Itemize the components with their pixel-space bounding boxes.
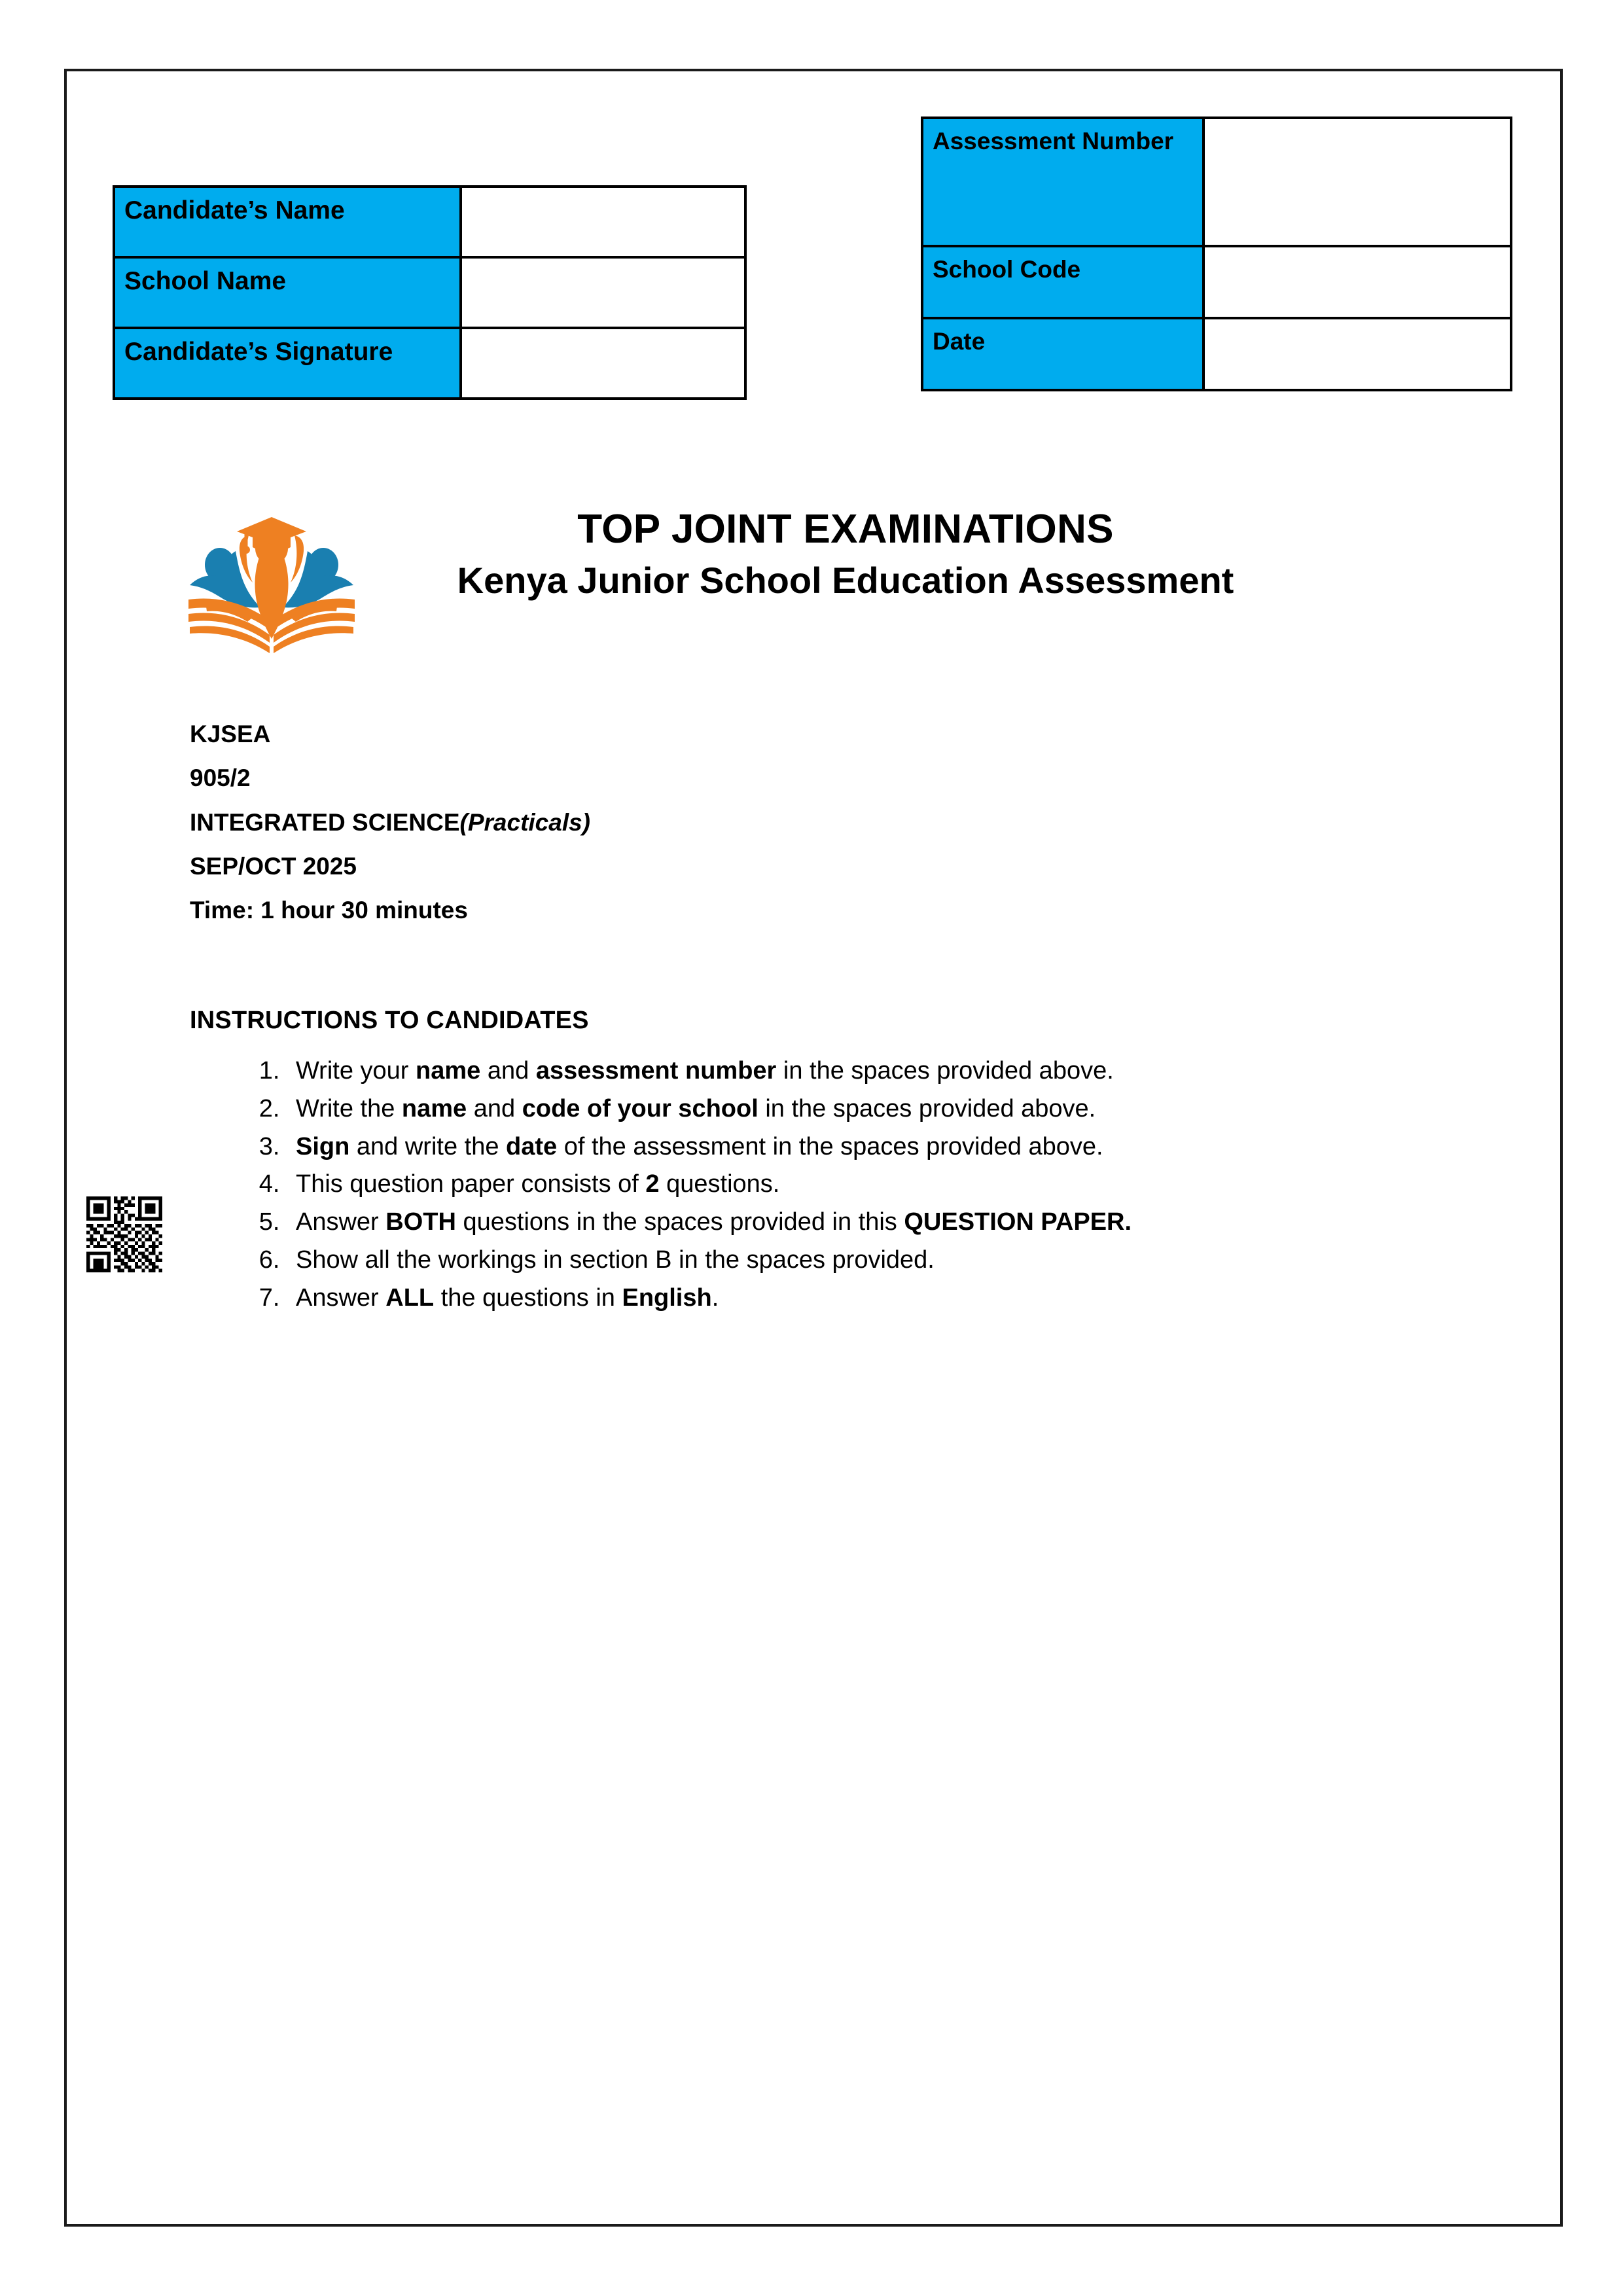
instruction-item-1: 1. Write your name and assessment number in the spaces provided above. bbox=[287, 1052, 1474, 1090]
qr-code bbox=[86, 1196, 162, 1272]
school-code-label: School Code bbox=[922, 246, 1204, 318]
header-tables-region bbox=[113, 117, 1510, 378]
candidate-name-field[interactable] bbox=[461, 187, 745, 257]
school-name-label: School Name bbox=[114, 257, 461, 328]
assessment-number-label: Assessment Number bbox=[922, 118, 1204, 246]
instruction-item-5: 5. Answer BOTH questions in the spaces provided in this QUESTION PAPER. bbox=[287, 1204, 1474, 1242]
school-code-field[interactable] bbox=[1204, 246, 1511, 318]
masthead bbox=[113, 499, 1510, 662]
top-joint-examinations-logo-icon bbox=[183, 504, 360, 661]
instruction-item-2: 2. Write the name and code of your school in the spaces provided above. bbox=[287, 1090, 1474, 1128]
time-allowed: Time: 1 hour 30 minutes bbox=[190, 897, 468, 924]
candidate-signature-label: Candidate’s Signature bbox=[114, 328, 461, 399]
page-subtitle: Kenya Junior School Education Assessment bbox=[457, 560, 1234, 601]
candidate-details-table bbox=[113, 185, 747, 400]
school-name-field[interactable] bbox=[461, 257, 745, 328]
exam-session: SEP/OCT 2025 bbox=[190, 852, 357, 880]
table-row bbox=[922, 318, 1511, 390]
page-title: TOP JOINT EXAMINATIONS bbox=[577, 507, 1114, 552]
exam-body: KJSEA bbox=[190, 721, 271, 747]
instruction-item-6: 6. Show all the workings in section B in the spaces provided. bbox=[287, 1242, 1474, 1280]
assessment-details-table bbox=[921, 117, 1512, 391]
subject-line bbox=[190, 800, 1171, 844]
table-row bbox=[922, 246, 1511, 318]
candidate-name-label: Candidate’s Name bbox=[114, 187, 461, 257]
assessment-number-field[interactable] bbox=[1204, 118, 1511, 246]
paper-meta-block bbox=[190, 712, 1171, 933]
table-row bbox=[114, 328, 745, 399]
table-row bbox=[114, 187, 745, 257]
instruction-item-3: 3. Sign and write the date of the assessment in the spaces provided above. bbox=[287, 1128, 1474, 1166]
date-label: Date bbox=[922, 318, 1204, 390]
title-block bbox=[401, 505, 1291, 605]
date-field[interactable] bbox=[1204, 318, 1511, 390]
instruction-item-7: 7. Answer ALL the questions in English. bbox=[287, 1280, 1474, 1318]
table-row bbox=[114, 257, 745, 328]
candidate-signature-field[interactable] bbox=[461, 328, 745, 399]
subject-qualifier: (Practicals) bbox=[459, 808, 591, 836]
instructions-list bbox=[230, 1052, 1474, 1317]
instructions-heading: INSTRUCTIONS TO CANDIDATES bbox=[190, 1007, 589, 1034]
table-row bbox=[922, 118, 1511, 246]
subject-name: INTEGRATED SCIENCE bbox=[190, 808, 460, 836]
instruction-item-4: 4. This question paper consists of 2 questions. bbox=[287, 1166, 1474, 1204]
paper-code: 905/2 bbox=[190, 764, 251, 792]
